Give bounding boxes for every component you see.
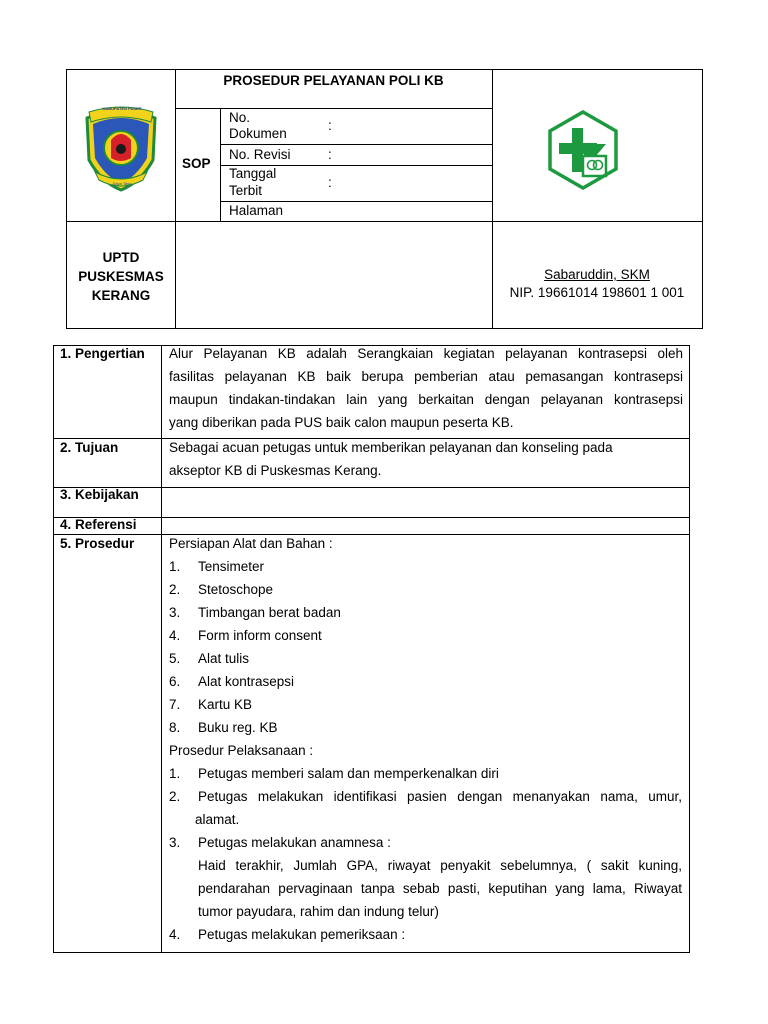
organization-name: UPTD PUSKESMAS KERANG — [78, 250, 164, 303]
kabupaten-paser-emblem-icon — [81, 102, 161, 192]
signer-nip: NIP. 19661014 198601 1 001 — [509, 285, 685, 300]
step-text: Petugas melakukan anamnesa : — [198, 835, 391, 850]
section-label-referensi: 4. Referensi — [60, 517, 137, 532]
divider — [67, 221, 702, 222]
step-number: 1. — [169, 766, 181, 781]
list-item: Alat tulis — [198, 651, 250, 666]
section-label-kebijakan: 3. Kebijakan — [60, 487, 139, 502]
list-item-number: 2. — [169, 582, 181, 597]
list-item-number: 5. — [169, 651, 181, 666]
divider — [54, 438, 689, 439]
step-number: 3. — [169, 835, 181, 850]
step-subtext: Haid terakhir, Jumlah GPA, riwayat penyakit sebelumnya, ( sakit kuning, — [198, 858, 682, 873]
sop-label: SOP — [182, 156, 211, 171]
field-no-revisi-sep: : — [328, 147, 332, 162]
sop-header-table — [66, 69, 703, 329]
section-label-prosedur: 5. Prosedur — [60, 536, 135, 551]
step-number: 2. — [169, 789, 181, 804]
step-text: Petugas melakukan pemeriksaan : — [198, 927, 406, 942]
list-item-number: 7. — [169, 697, 181, 712]
emblem-band-text: KABUPATEN PASER — [102, 106, 142, 111]
section-label-pengertian: 1. Pengertian — [60, 346, 145, 361]
list-item: Timbangan berat badan — [198, 605, 341, 620]
pelaksanaan-title: Prosedur Pelaksanaan : — [169, 743, 314, 758]
list-item: Form inform consent — [198, 628, 322, 643]
pengertian-line: yang diberikan pada PUS baik calon maupun peserta KB. — [169, 415, 514, 430]
divider — [220, 201, 492, 202]
section-label-tujuan: 2. Tujuan — [60, 440, 119, 455]
step-number: 4. — [169, 927, 181, 942]
persiapan-title: Persiapan Alat dan Bahan : — [169, 536, 333, 551]
pengertian-line: maupun tindakan-tindakan lain yang berkaitan dengan pelayanan kontrasepsi — [169, 392, 683, 407]
list-item: Stetoschope — [198, 582, 274, 597]
list-item-number: 4. — [169, 628, 181, 643]
sop-content-table — [53, 345, 690, 953]
document-title: PROSEDUR PELAYANAN POLI KB — [223, 73, 444, 88]
emblem-motto-text: Daya Taka — [112, 181, 132, 186]
list-item: Alat kontrasepsi — [198, 674, 295, 689]
puskesmas-logo-icon — [543, 110, 623, 190]
step-text: Petugas memberi salam dan memperkenalkan diri — [198, 766, 499, 781]
field-tanggal-terbit-label: Tanggal Terbit — [229, 166, 277, 198]
pengertian-line: fasilitas pelayanan KB baik berupa pemberian atau pemasangan kontrasepsi — [169, 369, 683, 384]
divider — [220, 144, 492, 145]
step-subtext: pendarahan pervaginaan tanpa sebab pasti, keputihan yang lama, Riwayat — [198, 881, 682, 896]
signer-name: Sabaruddin, SKM — [544, 267, 650, 282]
field-no-dokumen-label: No. Dokumen — [229, 110, 287, 141]
list-item-number: 6. — [169, 674, 181, 689]
list-item: Kartu KB — [198, 697, 253, 712]
list-item: Tensimeter — [198, 559, 265, 574]
tujuan-line: Sebagai acuan petugas untuk memberikan pelayanan dan konseling pada — [169, 440, 613, 455]
signer-block — [492, 266, 702, 302]
field-tanggal-terbit-sep: : — [328, 175, 332, 190]
divider — [54, 534, 689, 535]
field-no-dokumen-sep: : — [328, 118, 332, 133]
divider — [175, 108, 492, 109]
tujuan-line: akseptor KB di Puskesmas Kerang. — [169, 463, 382, 478]
step-subtext: tumor payudara, rahim dan indung telur) — [198, 904, 439, 919]
list-item: Buku reg. KB — [198, 720, 278, 735]
divider — [54, 517, 689, 518]
list-item-number: 8. — [169, 720, 181, 735]
list-item-number: 3. — [169, 605, 181, 620]
field-halaman-label: Halaman — [229, 203, 284, 218]
step-text: alamat. — [195, 812, 240, 827]
divider — [161, 346, 162, 952]
divider — [54, 487, 689, 488]
list-item-number: 1. — [169, 559, 181, 574]
field-no-revisi-label: No. Revisi — [229, 147, 291, 162]
step-text: Petugas melakukan identifikasi pasien dengan menanyakan nama, umur, — [198, 789, 682, 804]
pengertian-line: Alur Pelayanan KB adalah Serangkaian kegiatan pelayanan kontrasepsi oleh — [169, 346, 683, 361]
